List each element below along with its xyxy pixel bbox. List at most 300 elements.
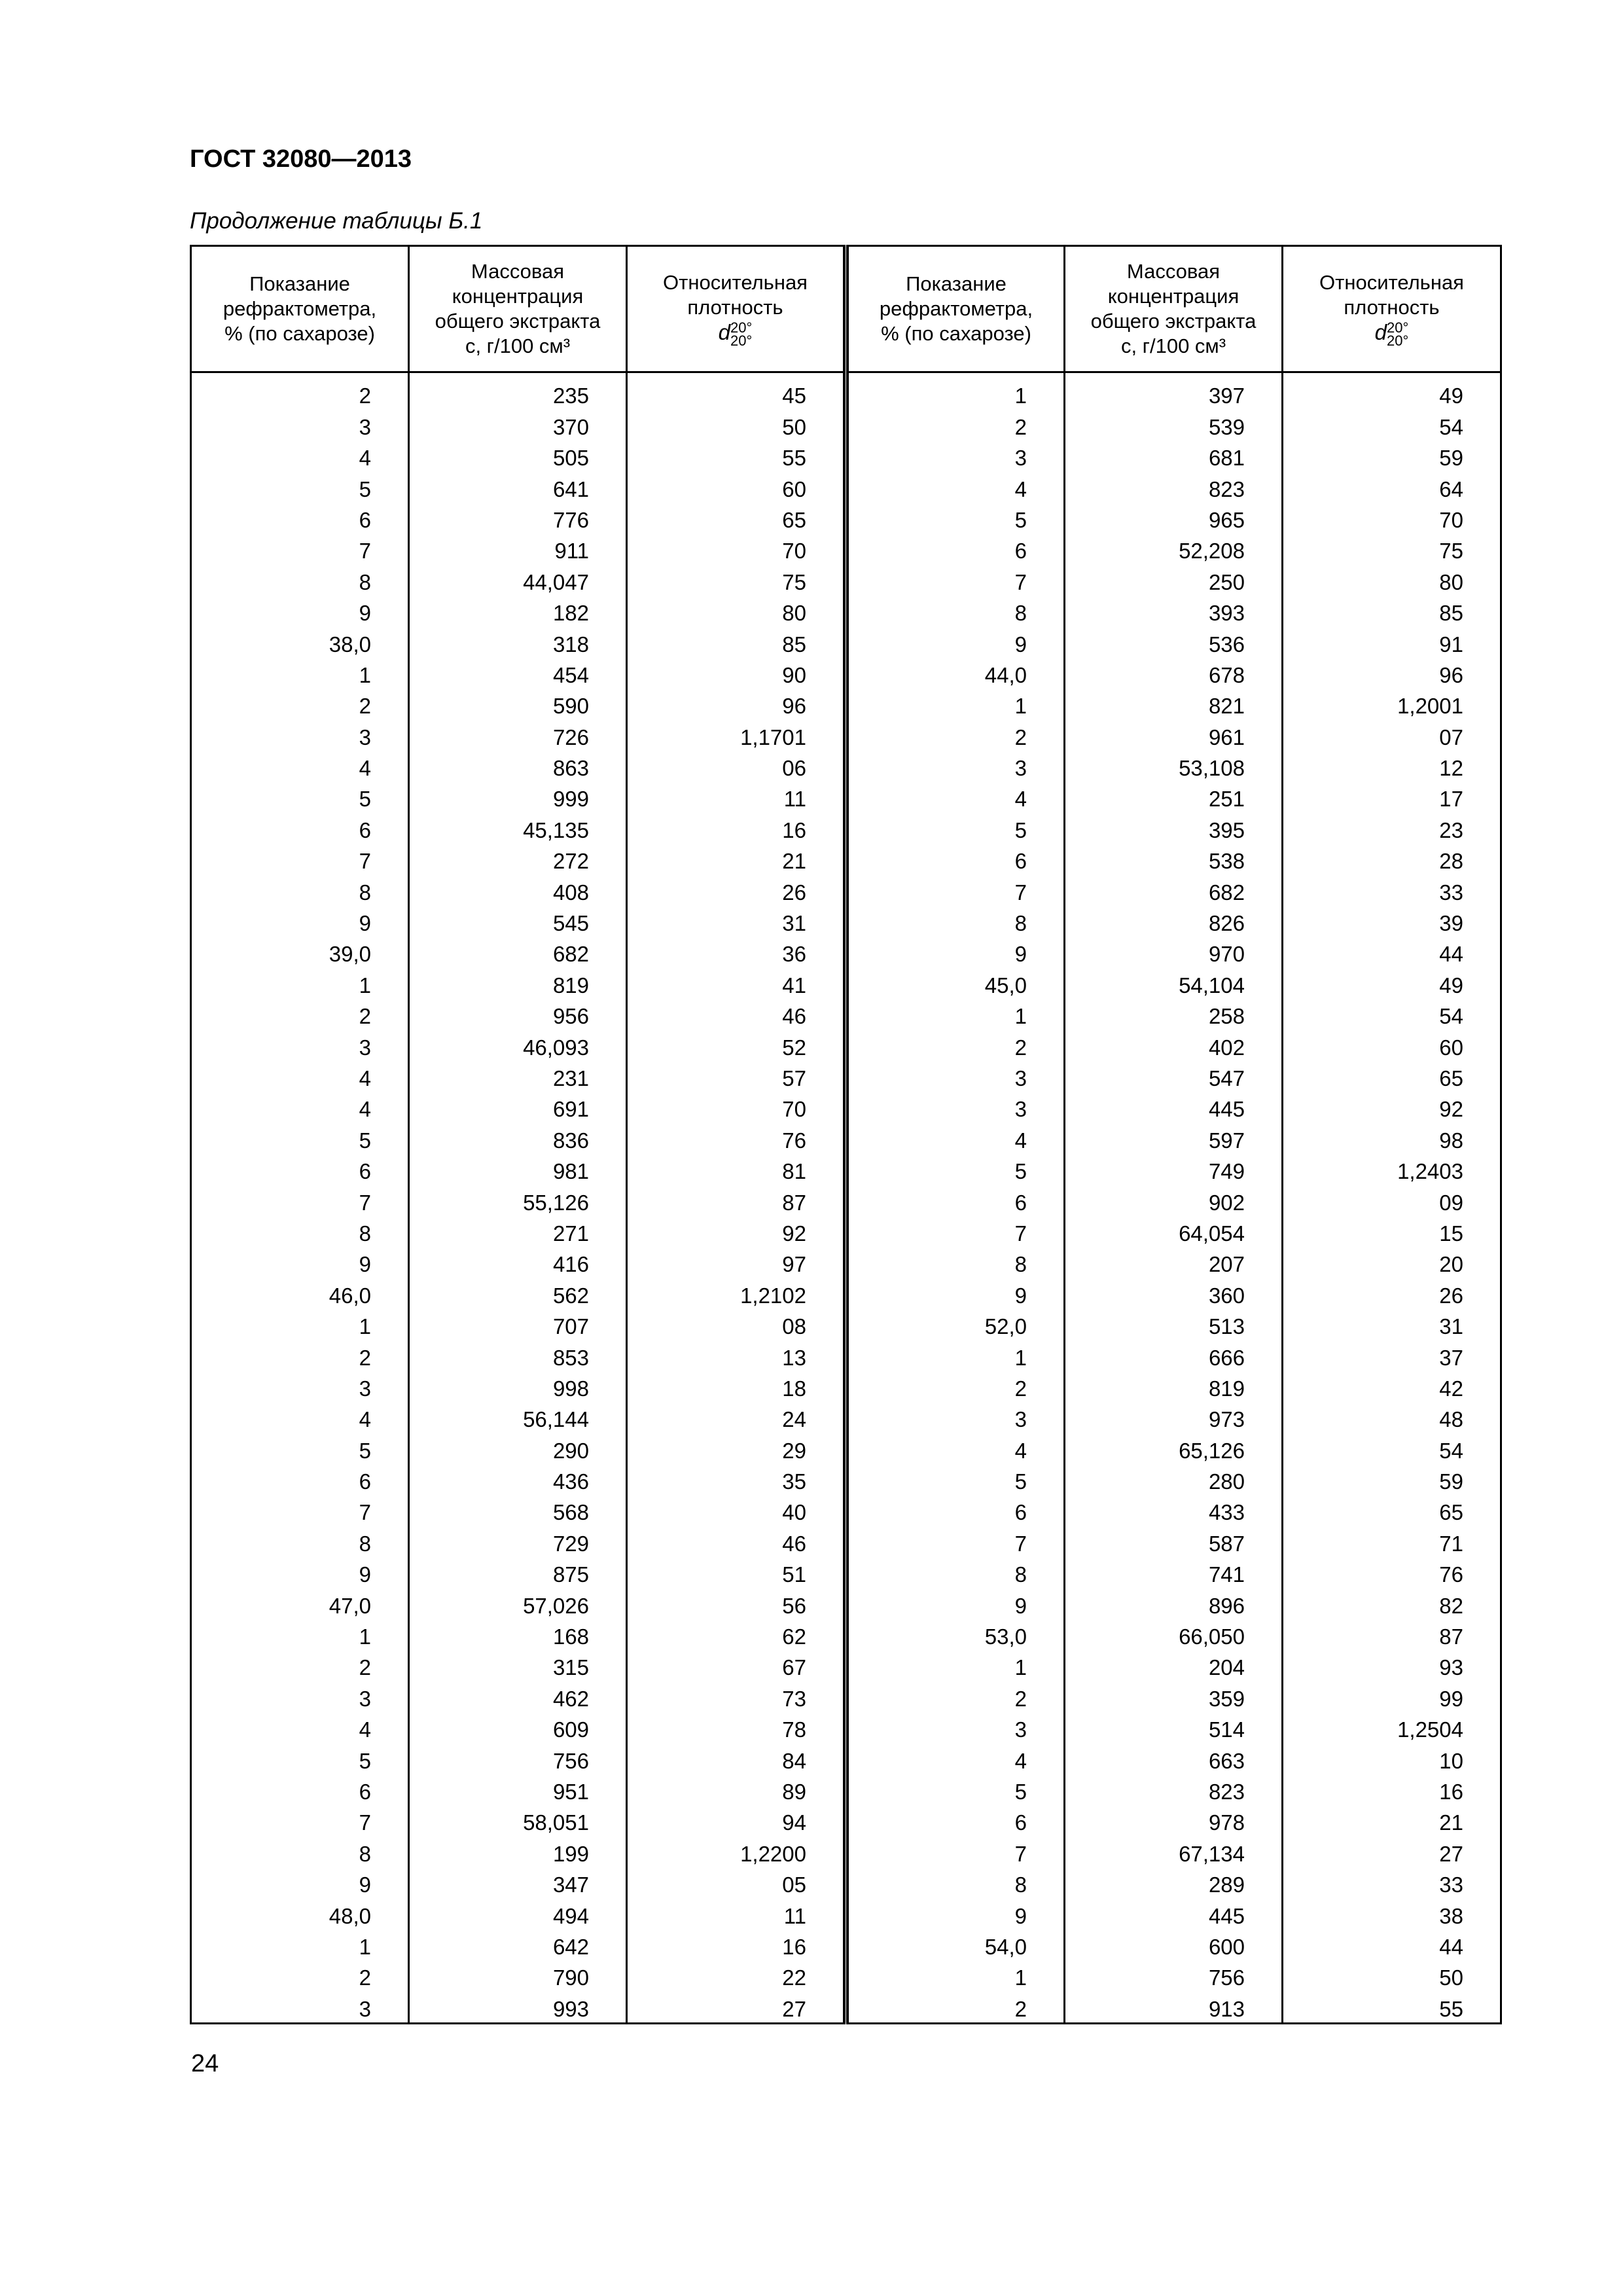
cell-mass: 666 <box>1065 1340 1283 1371</box>
cell-density: 75 <box>1283 533 1501 564</box>
cell-density: 35 <box>627 1464 846 1495</box>
cell-density: 05 <box>627 1867 846 1898</box>
table-right-half <box>844 245 1502 2024</box>
col-header-mass-line: Массовая <box>471 260 565 283</box>
table-row <box>191 1216 846 1247</box>
cell-reading: 3 <box>847 1402 1065 1433</box>
table-row <box>191 1092 846 1122</box>
cell-reading: 3 <box>847 440 1065 471</box>
col-header-density <box>1283 246 1501 372</box>
cell-reading: 2 <box>191 1650 409 1681</box>
cell-mass: 609 <box>409 1712 627 1743</box>
cell-reading: 8 <box>847 1557 1065 1588</box>
table-row <box>191 471 846 502</box>
cell-reading: 8 <box>847 596 1065 626</box>
cell-density: 39 <box>1283 906 1501 937</box>
cell-density: 41 <box>627 967 846 998</box>
cell-mass: 445 <box>1065 1092 1283 1122</box>
cell-mass: 58,051 <box>409 1805 627 1836</box>
cell-density: 27 <box>627 1991 846 2023</box>
cell-mass: 56,144 <box>409 1402 627 1433</box>
table-row <box>847 1867 1501 1898</box>
cell-density: 17 <box>1283 781 1501 812</box>
table-row <box>191 844 846 874</box>
col-header-reading-line: Показание <box>906 272 1007 295</box>
cell-density: 28 <box>1283 844 1501 874</box>
cell-density: 51 <box>627 1557 846 1588</box>
cell-mass: 776 <box>409 503 627 533</box>
cell-density: 42 <box>1283 1371 1501 1402</box>
cell-reading: 1 <box>191 1929 409 1960</box>
col-header-reading-line: % (по сахарозе) <box>224 322 375 345</box>
cell-mass: 587 <box>1065 1526 1283 1556</box>
table-row <box>847 1247 1501 1278</box>
cell-reading: 9 <box>847 626 1065 657</box>
cell-mass: 562 <box>409 1278 627 1308</box>
cell-density: 84 <box>627 1743 846 1774</box>
cell-reading: 4 <box>847 1122 1065 1153</box>
table-row <box>191 1867 846 1898</box>
cell-density: 87 <box>627 1185 846 1215</box>
cell-reading: 3 <box>847 1712 1065 1743</box>
cell-mass: 600 <box>1065 1929 1283 1960</box>
cell-reading: 1 <box>191 1309 409 1340</box>
cell-mass: 52,208 <box>1065 533 1283 564</box>
cell-mass: 998 <box>409 1371 627 1402</box>
cell-density: 97 <box>627 1247 846 1278</box>
cell-reading: 8 <box>847 1867 1065 1898</box>
cell-mass: 199 <box>409 1836 627 1867</box>
cell-mass: 289 <box>1065 1867 1283 1898</box>
cell-mass: 902 <box>1065 1185 1283 1215</box>
cell-reading: 9 <box>191 906 409 937</box>
cell-mass: 790 <box>409 1960 627 1991</box>
table-row <box>191 999 846 1030</box>
cell-density: 98 <box>1283 1122 1501 1153</box>
cell-density: 33 <box>1283 1867 1501 1898</box>
data-table <box>190 245 1499 2021</box>
table-row <box>191 1464 846 1495</box>
col-header-density-line: Относительная <box>1319 271 1464 295</box>
cell-mass: 678 <box>1065 658 1283 689</box>
col-header-mass <box>1065 246 1283 372</box>
cell-reading: 3 <box>191 719 409 750</box>
table-row <box>191 564 846 595</box>
table-row <box>847 1433 1501 1463</box>
table-row <box>847 1650 1501 1681</box>
cell-reading: 2 <box>847 409 1065 440</box>
cell-reading: 9 <box>191 1557 409 1588</box>
table-body-right <box>847 372 1501 2024</box>
density-sup: 20° <box>1387 319 1409 336</box>
cell-reading: 9 <box>847 1278 1065 1308</box>
cell-reading: 4 <box>847 781 1065 812</box>
cell-density: 09 <box>1283 1185 1501 1215</box>
cell-mass: 956 <box>409 999 627 1030</box>
cell-mass: 875 <box>409 1557 627 1588</box>
cell-reading: 4 <box>847 1433 1065 1463</box>
cell-reading: 1 <box>191 658 409 689</box>
cell-density: 96 <box>1283 658 1501 689</box>
cell-reading: 5 <box>847 1774 1065 1805</box>
cell-reading: 46,0 <box>191 1278 409 1308</box>
table-body-left <box>191 372 846 2024</box>
cell-mass: 823 <box>1065 1774 1283 1805</box>
table-row <box>847 1774 1501 1805</box>
cell-mass: 973 <box>1065 1402 1283 1433</box>
cell-mass: 280 <box>1065 1464 1283 1495</box>
cell-density: 90 <box>627 658 846 689</box>
cell-reading: 3 <box>847 1061 1065 1092</box>
cell-mass: 853 <box>409 1340 627 1371</box>
cell-mass: 682 <box>1065 874 1283 905</box>
cell-reading: 4 <box>191 1061 409 1092</box>
cell-reading: 6 <box>847 533 1065 564</box>
table-row <box>191 719 846 750</box>
cell-mass: 360 <box>1065 1278 1283 1308</box>
cell-reading: 7 <box>191 844 409 874</box>
table-row <box>847 999 1501 1030</box>
cell-density: 49 <box>1283 372 1501 410</box>
table-row <box>191 1247 846 1278</box>
cell-mass: 168 <box>409 1619 627 1650</box>
cell-mass: 981 <box>409 1154 627 1185</box>
cell-reading: 2 <box>847 1030 1065 1060</box>
cell-mass: 272 <box>409 844 627 874</box>
header-row <box>847 246 1501 372</box>
cell-density: 45 <box>627 372 846 410</box>
cell-reading: 3 <box>847 1092 1065 1122</box>
cell-reading: 2 <box>191 1340 409 1371</box>
table-row <box>191 1743 846 1774</box>
cell-density: 71 <box>1283 1526 1501 1556</box>
table-row <box>191 533 846 564</box>
cell-reading: 5 <box>847 503 1065 533</box>
cell-mass: 536 <box>1065 626 1283 657</box>
cell-mass: 347 <box>409 1867 627 1898</box>
col-header-mass-line: общего экстракта <box>435 310 601 332</box>
cell-mass: 691 <box>409 1092 627 1122</box>
cell-density: 93 <box>1283 1650 1501 1681</box>
cell-reading: 7 <box>847 564 1065 595</box>
cell-mass: 204 <box>1065 1650 1283 1681</box>
col-header-density-line: плотность <box>687 296 783 319</box>
table-row <box>191 1526 846 1556</box>
density-sub: 20° <box>1387 332 1409 349</box>
table-row <box>191 503 846 533</box>
cell-reading: 8 <box>191 1526 409 1556</box>
header-row <box>191 246 846 372</box>
table-row <box>191 937 846 967</box>
cell-reading: 39,0 <box>191 937 409 967</box>
table-row <box>847 409 1501 440</box>
cell-density: 91 <box>1283 626 1501 657</box>
cell-reading: 4 <box>191 751 409 781</box>
table-row <box>847 906 1501 937</box>
cell-mass: 436 <box>409 1464 627 1495</box>
cell-reading: 45,0 <box>847 967 1065 998</box>
cell-mass: 819 <box>1065 1371 1283 1402</box>
cell-density: 65 <box>1283 1061 1501 1092</box>
cell-reading: 6 <box>191 1774 409 1805</box>
cell-reading: 8 <box>191 874 409 905</box>
table-row <box>847 533 1501 564</box>
cell-reading: 7 <box>191 533 409 564</box>
table-row <box>847 1402 1501 1433</box>
table-row <box>191 1774 846 1805</box>
cell-reading: 1 <box>847 1960 1065 1991</box>
cell-density: 54 <box>1283 409 1501 440</box>
cell-mass: 539 <box>1065 409 1283 440</box>
table-row <box>191 1650 846 1681</box>
table-row <box>847 596 1501 626</box>
table-row <box>191 1154 846 1185</box>
cell-mass: 978 <box>1065 1805 1283 1836</box>
cell-reading: 2 <box>191 999 409 1030</box>
cell-reading: 1 <box>847 999 1065 1030</box>
cell-density: 54 <box>1283 1433 1501 1463</box>
cell-density: 1,2102 <box>627 1278 846 1308</box>
cell-reading: 4 <box>847 1743 1065 1774</box>
cell-reading: 3 <box>847 751 1065 781</box>
cell-mass: 911 <box>409 533 627 564</box>
density-symbol: d <box>718 320 731 345</box>
cell-density: 1,2403 <box>1283 1154 1501 1185</box>
cell-mass: 999 <box>409 781 627 812</box>
col-header-mass-line: Массовая <box>1126 260 1221 283</box>
cell-reading: 2 <box>191 1960 409 1991</box>
cell-mass: 641 <box>409 471 627 502</box>
table-row <box>191 1433 846 1463</box>
cell-density: 50 <box>1283 1960 1501 1991</box>
cell-density: 1,2001 <box>1283 689 1501 719</box>
col-header-mass <box>409 246 627 372</box>
cell-reading: 5 <box>191 1433 409 1463</box>
table-row <box>847 1464 1501 1495</box>
cell-density: 12 <box>1283 751 1501 781</box>
cell-density: 22 <box>627 1960 846 1991</box>
cell-mass: 65,126 <box>1065 1433 1283 1463</box>
table-row <box>847 1185 1501 1215</box>
table-row <box>847 1061 1501 1092</box>
cell-density: 96 <box>627 689 846 719</box>
table-row <box>191 967 846 998</box>
cell-reading: 9 <box>191 1247 409 1278</box>
cell-mass: 836 <box>409 1122 627 1153</box>
cell-density: 70 <box>1283 503 1501 533</box>
col-header-mass-line: концентрация <box>1107 285 1240 308</box>
density-sup: 20° <box>730 319 753 336</box>
cell-density: 40 <box>627 1495 846 1526</box>
cell-reading: 2 <box>847 1371 1065 1402</box>
cell-mass: 749 <box>1065 1154 1283 1185</box>
cell-mass: 290 <box>409 1433 627 1463</box>
cell-mass: 590 <box>409 689 627 719</box>
cell-density: 65 <box>1283 1495 1501 1526</box>
cell-density: 1,1701 <box>627 719 846 750</box>
cell-reading: 4 <box>191 440 409 471</box>
cell-reading: 4 <box>191 1092 409 1122</box>
table-row <box>847 503 1501 533</box>
cell-density: 54 <box>1283 999 1501 1030</box>
table-row <box>191 1185 846 1215</box>
cell-density: 27 <box>1283 1836 1501 1867</box>
table-row <box>191 1960 846 1991</box>
cell-density: 44 <box>1283 937 1501 967</box>
table-row <box>847 1154 1501 1185</box>
col-header-density-line: Относительная <box>663 271 808 295</box>
cell-mass: 182 <box>409 596 627 626</box>
cell-density: 16 <box>1283 1774 1501 1805</box>
table-row <box>191 781 846 812</box>
cell-mass: 863 <box>409 751 627 781</box>
cell-density: 06 <box>627 751 846 781</box>
cell-mass: 55,126 <box>409 1185 627 1215</box>
cell-mass: 445 <box>1065 1898 1283 1929</box>
cell-mass: 970 <box>1065 937 1283 967</box>
table-row <box>191 409 846 440</box>
table-row <box>191 812 846 843</box>
cell-reading: 2 <box>847 1681 1065 1712</box>
cell-mass: 395 <box>1065 812 1283 843</box>
table-row <box>191 658 846 689</box>
cell-mass: 823 <box>1065 471 1283 502</box>
cell-reading: 6 <box>847 1185 1065 1215</box>
table-row <box>847 1588 1501 1619</box>
cell-reading: 5 <box>191 471 409 502</box>
table-row <box>191 1712 846 1743</box>
table-row <box>191 1898 846 1929</box>
table-row <box>847 1557 1501 1588</box>
table-row <box>191 1836 846 1867</box>
table-row <box>191 1402 846 1433</box>
cell-reading: 7 <box>847 1526 1065 1556</box>
table-row <box>847 626 1501 657</box>
cell-reading: 6 <box>191 1464 409 1495</box>
cell-mass: 663 <box>1065 1743 1283 1774</box>
table-row <box>191 626 846 657</box>
cell-density: 60 <box>627 471 846 502</box>
col-header-mass-line: общего экстракта <box>1090 310 1257 332</box>
cell-mass: 597 <box>1065 1122 1283 1153</box>
table-row <box>191 689 846 719</box>
table-row <box>847 1898 1501 1929</box>
cell-mass: 756 <box>1065 1960 1283 1991</box>
col-header-density-line: плотность <box>1344 296 1440 319</box>
cell-reading: 6 <box>847 844 1065 874</box>
table-row <box>847 937 1501 967</box>
cell-reading: 7 <box>847 1216 1065 1247</box>
cell-reading: 4 <box>847 471 1065 502</box>
cell-density: 80 <box>1283 564 1501 595</box>
cell-reading: 48,0 <box>191 1898 409 1929</box>
cell-density: 37 <box>1283 1340 1501 1371</box>
table-row <box>847 1092 1501 1122</box>
cell-reading: 5 <box>847 1154 1065 1185</box>
cell-reading: 5 <box>847 1464 1065 1495</box>
density-indices <box>730 321 752 348</box>
cell-density: 78 <box>627 1712 846 1743</box>
table-row <box>847 844 1501 874</box>
cell-density: 81 <box>627 1154 846 1185</box>
cell-density: 49 <box>1283 967 1501 998</box>
cell-density: 52 <box>627 1030 846 1060</box>
table-row <box>847 1805 1501 1836</box>
cell-reading: 8 <box>847 1247 1065 1278</box>
cell-mass: 514 <box>1065 1712 1283 1743</box>
cell-density: 21 <box>1283 1805 1501 1836</box>
col-header-density <box>627 246 846 372</box>
table-row <box>847 1991 1501 2023</box>
cell-reading: 1 <box>847 1650 1065 1681</box>
col-header-reading-line: % (по сахарозе) <box>881 322 1031 345</box>
cell-mass: 207 <box>1065 1247 1283 1278</box>
cell-reading: 2 <box>847 719 1065 750</box>
table-row <box>191 1557 846 1588</box>
cell-mass: 408 <box>409 874 627 905</box>
cell-mass: 961 <box>1065 719 1283 750</box>
table-row <box>191 372 846 410</box>
cell-reading: 6 <box>191 503 409 533</box>
table-row <box>847 1712 1501 1743</box>
cell-density: 56 <box>627 1588 846 1619</box>
cell-mass: 965 <box>1065 503 1283 533</box>
cell-density: 92 <box>627 1216 846 1247</box>
cell-mass: 271 <box>409 1216 627 1247</box>
table-row <box>847 719 1501 750</box>
cell-density: 20 <box>1283 1247 1501 1278</box>
table-left-half <box>190 245 847 2024</box>
cell-mass: 235 <box>409 372 627 410</box>
cell-mass: 707 <box>409 1309 627 1340</box>
cell-density: 44 <box>1283 1929 1501 1960</box>
cell-mass: 416 <box>409 1247 627 1278</box>
table-row <box>191 1991 846 2023</box>
cell-reading: 53,0 <box>847 1619 1065 1650</box>
cell-mass: 642 <box>409 1929 627 1960</box>
cell-mass: 433 <box>1065 1495 1283 1526</box>
cell-density: 75 <box>627 564 846 595</box>
table-row <box>847 1030 1501 1060</box>
cell-mass: 729 <box>409 1526 627 1556</box>
cell-mass: 726 <box>409 719 627 750</box>
cell-reading: 4 <box>191 1712 409 1743</box>
cell-mass: 538 <box>1065 844 1283 874</box>
density-indices <box>1387 321 1408 348</box>
cell-density: 99 <box>1283 1681 1501 1712</box>
table-row <box>847 781 1501 812</box>
cell-density: 50 <box>627 409 846 440</box>
cell-reading: 4 <box>191 1402 409 1433</box>
table-row <box>191 1030 846 1060</box>
cell-density: 31 <box>1283 1309 1501 1340</box>
table-row <box>847 1340 1501 1371</box>
cell-reading: 52,0 <box>847 1309 1065 1340</box>
table-row <box>191 1619 846 1650</box>
cell-mass: 315 <box>409 1650 627 1681</box>
cell-mass: 821 <box>1065 689 1283 719</box>
cell-mass: 462 <box>409 1681 627 1712</box>
table-row <box>847 1619 1501 1650</box>
table-row <box>847 967 1501 998</box>
table-row <box>847 1526 1501 1556</box>
cell-mass: 251 <box>1065 781 1283 812</box>
cell-reading: 9 <box>847 1588 1065 1619</box>
table-row <box>191 440 846 471</box>
cell-mass: 896 <box>1065 1588 1283 1619</box>
cell-density: 11 <box>627 781 846 812</box>
table-row <box>847 812 1501 843</box>
